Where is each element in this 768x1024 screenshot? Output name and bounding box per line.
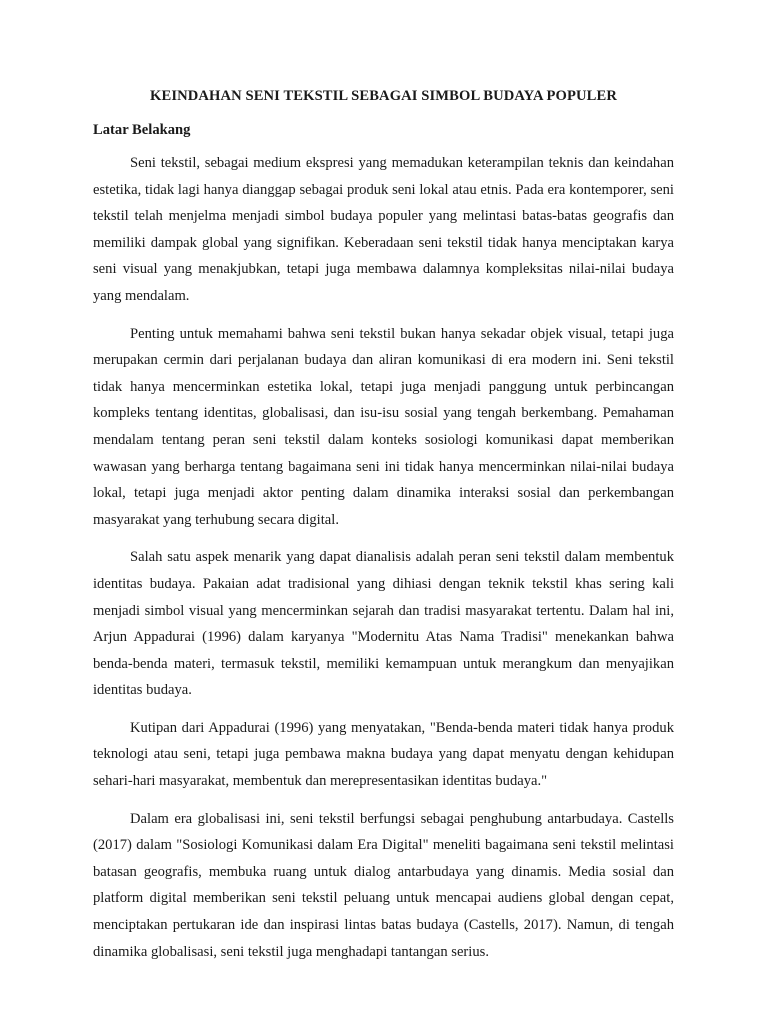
paragraph-1: Seni tekstil, sebagai medium ekspresi yang memadukan keterampilan teknis dan keindahan estetika, tidak lagi hanya dianggap sebagai produk seni lokal atau etnis. Pada era kontemporer, seni tekstil telah menjelma menjadi simbol budaya populer yang melintasi batas-batas geografis dan memiliki dampak global yang signifikan. Keberadaan seni tekstil tidak hanya menciptakan karya seni visual yang menakjubkan, tetapi juga membawa dalamnya kompleksitas nilai-nilai budaya yang mendalam. [93,155,674,304]
paragraph-2: Penting untuk memahami bahwa seni tekstil bukan hanya sekadar objek visual, tetapi juga merupakan cermin dari perjalanan budaya dan aliran komunikasi di era modern ini. Seni tekstil tidak hanya mencerminkan estetika lokal, tetapi juga menjadi panggung untuk perbincangan kompleks tentang identitas, globalisasi, dan isu-isu sosial yang tengah berkembang. Pemahaman mendalam tentang peran seni tekstil dalam konteks sosiologi komunikasi dapat memberikan wawasan yang berharga tentang bagaimana seni ini tidak hanya mencerminkan nilai-nilai budaya lokal, tetapi juga menjadi aktor penting dalam dinamika interaksi sosial dan perkembangan masyarakat yang terhubung secara digital. [93,325,674,528]
paragraph-5: Dalam era globalisasi ini, seni tekstil berfungsi sebagai penghubung antarbudaya. Castells (2017) dalam "Sosiologi Komunikasi dalam Era Digital" meneliti bagaimana seni tekstil melintasi batasan geografis, membuka ruang untuk dialog antarbudaya yang dinamis. Media sosial dan platform digital memberikan seni tekstil peluang untuk mencapai audiens global dengan cepat, menciptakan pertukaran ide dan inspirasi lintas batas budaya (Castells, 2017). Namun, di tengah dinamika globalisasi, seni tekstil juga menghadapi tantangan serius. [93,810,674,960]
document-title: KEINDAHAN SENI TEKSTIL SEBAGAI SIMBOL BUDAYA POPULER [150,88,617,104]
section-heading: Latar Belakang [93,122,191,138]
paragraph-3: Salah satu aspek menarik yang dapat dianalisis adalah peran seni tekstil dalam membentuk identitas budaya. Pakaian adat tradisional yang dihiasi dengan teknik tekstil khas sering kali menjadi simbol visual yang mencerminkan sejarah dan tradisi masyarakat tertentu. Dalam hal ini, Arjun Appadurai (1996) dalam karyanya "Modernitu Atas Nama Tradisi" menekankan bahwa benda-benda materi, termasuk tekstil, memiliki kemampuan untuk merangkum dan menyajikan identitas budaya. [93,549,674,699]
document-page [93,86,674,965]
paragraph-4: Kutipan dari Appadurai (1996) yang menyatakan, "Benda-benda materi tidak hanya produk teknologi atau seni, tetapi juga pembawa makna budaya yang dapat menyatu dengan kehidupan sehari-hari masyarakat, membentuk dan merepresentasikan identitas budaya." [93,719,674,790]
